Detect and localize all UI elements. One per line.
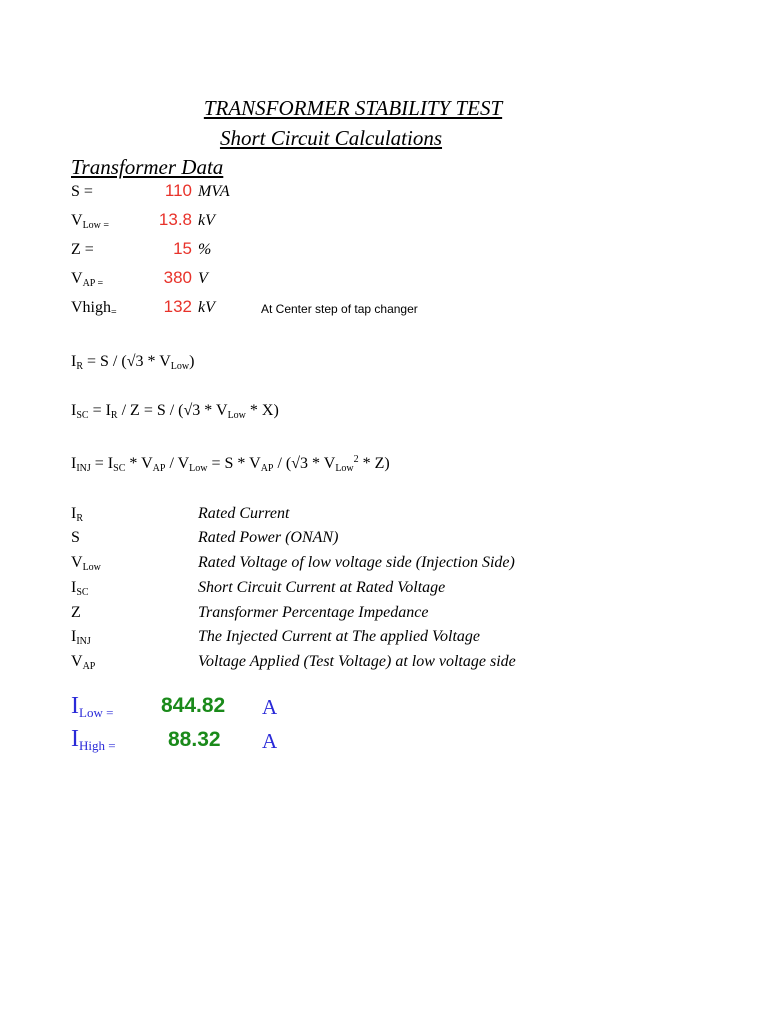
param-s-unit: MVA — [198, 183, 230, 200]
definition-text: The Injected Current at The applied Voltage — [198, 628, 481, 645]
param-s-value: 110 — [164, 181, 192, 200]
definition-symbol: $I_{SC}$ — [71, 579, 89, 598]
param-z-value: 15 — [173, 239, 192, 258]
definition-text: Rated Power (ONAN) — [198, 529, 339, 546]
definition-symbol: Z — [71, 604, 81, 621]
formula-short-circuit-current: $I_{SC} = I_R / Z = S / (√3 * V_{Low} * X)$ — [71, 402, 279, 421]
param-vhigh-label: Vhigh$_=$ — [71, 299, 117, 318]
definition-symbol: $V_{AP}$ — [71, 653, 96, 672]
page-subtitle: Short Circuit Calculations — [219, 126, 443, 150]
definition-symbol: $I_{INJ}$ — [71, 628, 91, 647]
param-vap-unit: V — [198, 270, 208, 287]
param-z-unit: % — [198, 241, 212, 258]
param-vap-value: 380 — [163, 268, 192, 287]
param-vlow-unit: kV — [198, 212, 215, 229]
result-ihigh-unit: A — [262, 729, 278, 753]
definition-text: Rated Voltage of low voltage side (Injection Side) — [198, 554, 515, 571]
definition-text: Voltage Applied (Test Voltage) at low voltage side — [198, 653, 516, 670]
param-vap-label: $V_{AP =}$ — [71, 270, 104, 289]
param-z-label: Z = — [71, 241, 94, 258]
definition-symbol: $V_{Low}$ — [71, 554, 101, 573]
param-s-label: S = — [71, 183, 93, 200]
definition-text: Short Circuit Current at Rated Voltage — [198, 579, 446, 596]
definition-symbol: S — [71, 529, 80, 546]
definition-symbol: $I_R$ — [71, 505, 83, 524]
result-ilow-unit: A — [262, 695, 278, 719]
definition-text: Rated Current — [198, 505, 290, 522]
param-vlow-label: $V_{Low =}$ — [71, 212, 110, 231]
page-title: TRANSFORMER STABILITY TEST — [203, 96, 503, 120]
param-vhigh-unit: kV — [198, 299, 215, 316]
definition-text: Transformer Percentage Impedance — [198, 604, 429, 621]
param-vhigh-value: 132 — [163, 297, 192, 316]
param-vlow-value: 13.8 — [158, 210, 192, 229]
section-heading: Transformer Data — [71, 155, 224, 179]
result-ihigh-label: $I_{High =}$ — [71, 726, 116, 753]
result-ihigh-value: 88.32 — [168, 728, 221, 751]
result-ilow-value: 844.82 — [161, 694, 226, 717]
result-ilow-label: $I_{Low =}$ — [71, 693, 114, 720]
tap-changer-note: At Center step of tap changer — [261, 302, 418, 316]
formula-rated-current: $I_R = S / (√3 * V_{Low})$ — [71, 353, 195, 372]
formula-injected-current: $I_{INJ} = I_{SC} * V_{AP} / V_{Low} = S * V_{AP} / (√3 * V_{Low}^2 * Z)$ — [71, 454, 390, 474]
